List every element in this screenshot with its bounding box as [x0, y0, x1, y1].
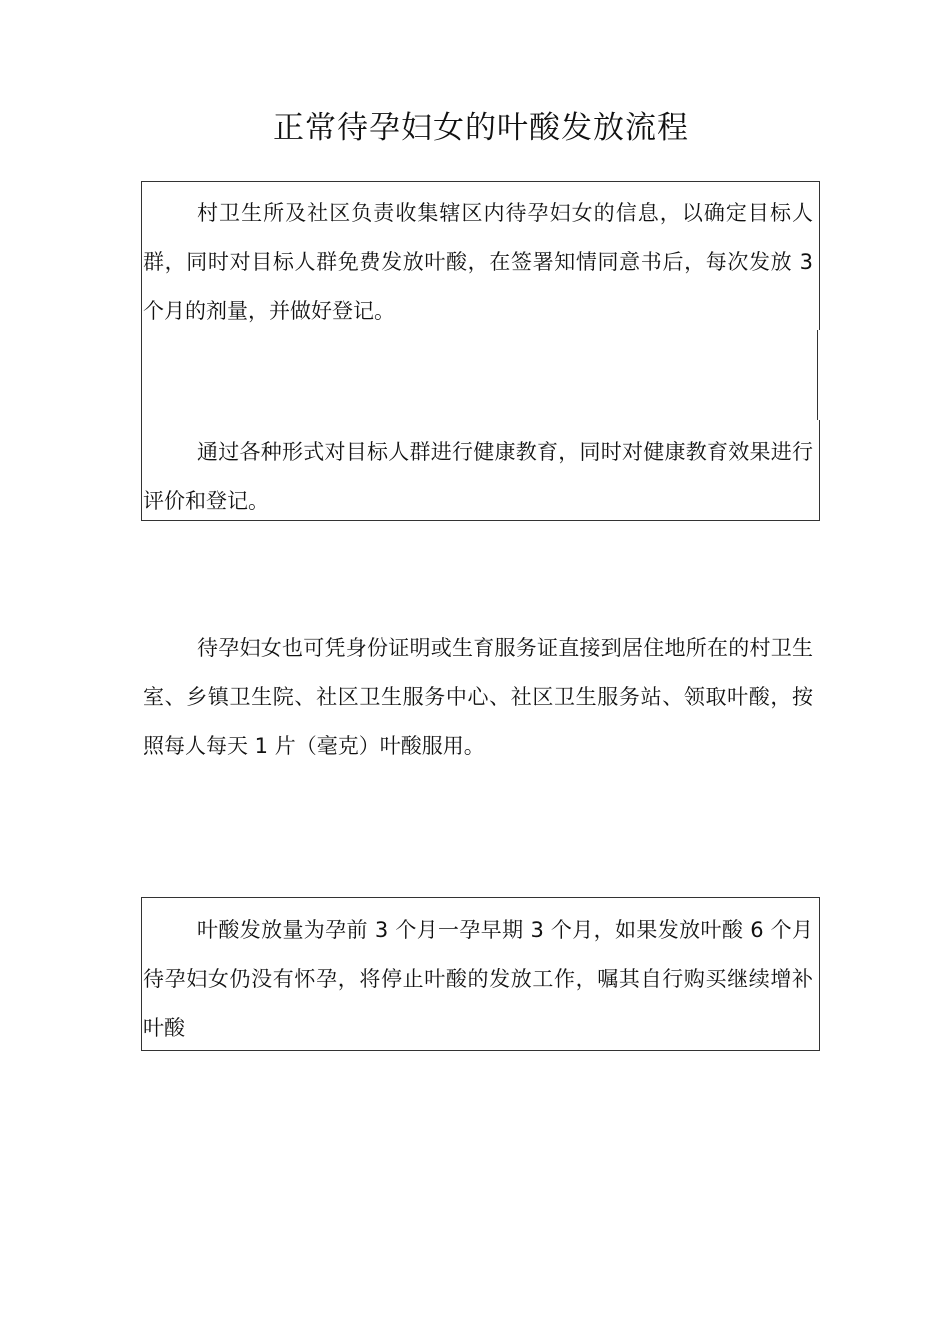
- paragraph-direct-pickup: 待孕妇女也可凭身份证明或生育服务证直接到居住地所在的村卫生室、乡镇卫生院、社区卫生服务中心、社区卫生服务站、领取叶酸，按照每人每天 1 片（毫克）叶酸服用。: [143, 636, 813, 758]
- paragraph-health-education: 通过各种形式对目标人群进行健康教育，同时对健康教育效果进行评价和登记。: [143, 440, 813, 513]
- paragraph-info-collection: 村卫生所及社区负责收集辖区内待孕妇女的信息，以确定目标人群，同时对目标人群免费发放叶酸，在签署知情同意书后，每次发放 3 个月的剂量，并做好登记。: [143, 201, 813, 323]
- paragraph-dosage-period: 叶酸发放量为孕前 3 个月一孕早期 3 个月，如果发放叶酸 6 个月待孕妇女仍没有怀孕，将停止叶酸的发放工作，嘱其自行购买继续增补叶酸: [143, 918, 813, 1040]
- box-border-segment: [817, 330, 818, 420]
- document-title: 正常待孕妇女的叶酸发放流程: [273, 110, 689, 146]
